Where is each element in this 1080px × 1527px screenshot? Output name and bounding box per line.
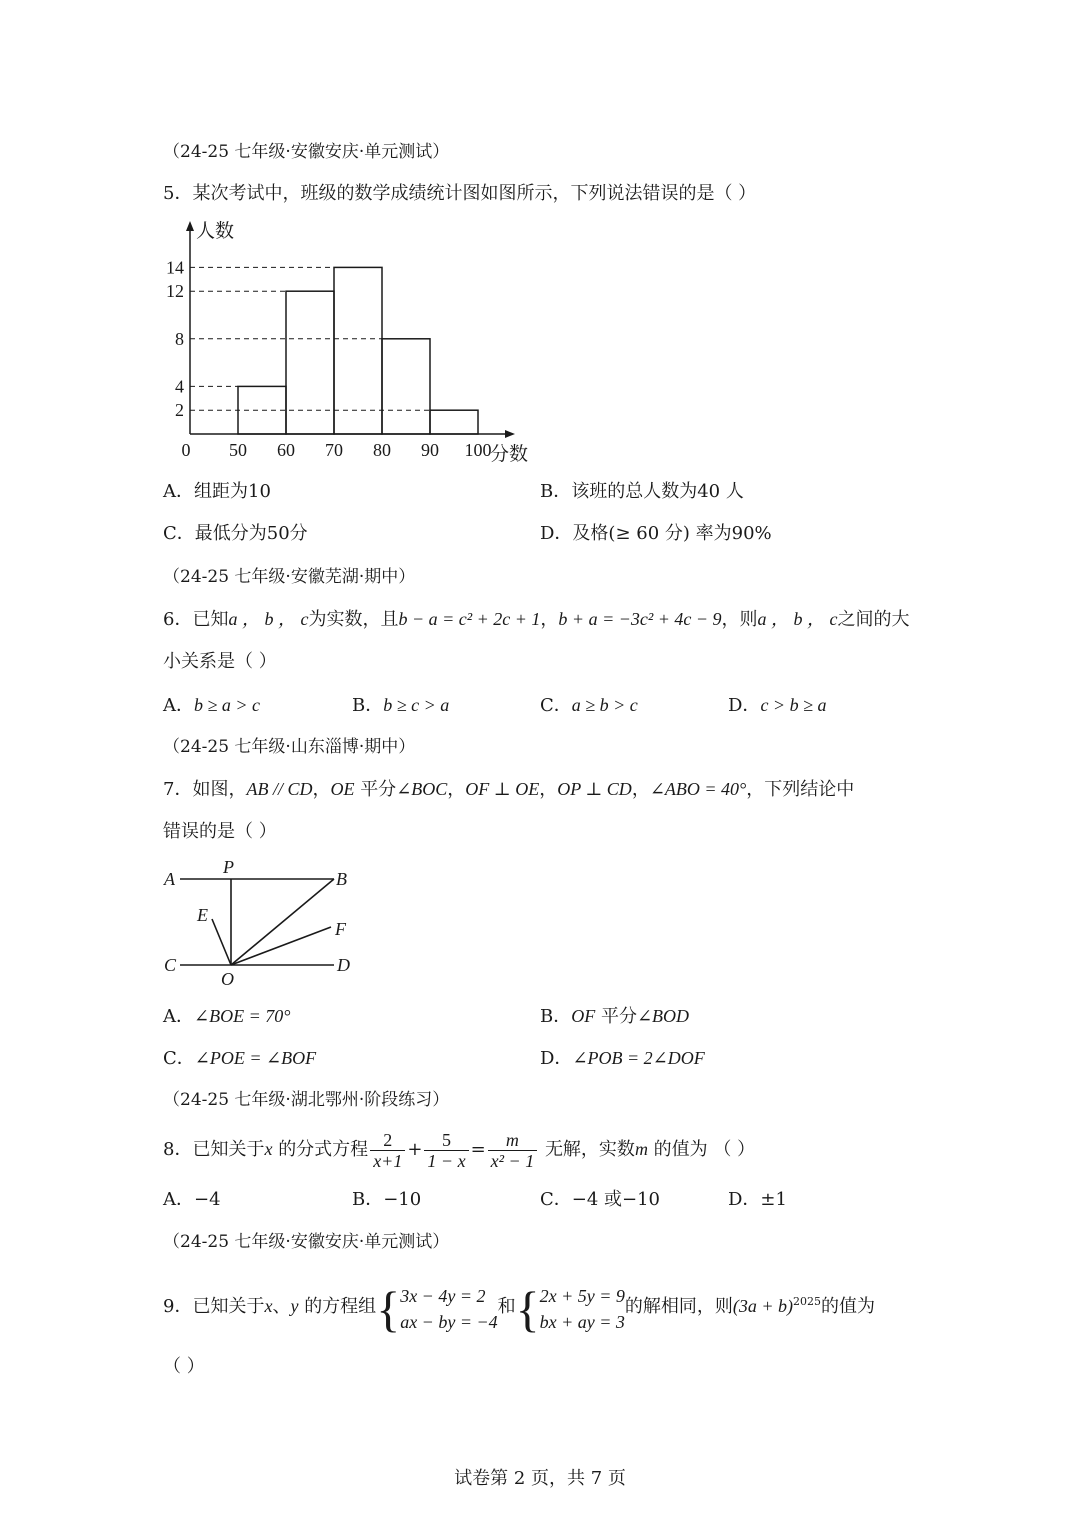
equation-system-2: { 2x + 5y = 9 bx + ay = 3 [515,1280,625,1337]
histogram-chart [160,215,540,470]
histogram-bar [430,410,478,434]
q6-stem-part: 之间的大 [837,609,910,630]
point-label-o: O [221,969,234,989]
q5-option-a: A．组距为10 [163,481,271,502]
x-tick-label: 80 [373,440,391,460]
q6-option-b: B．b ≥ c > a [352,695,450,716]
histogram-bar [382,339,430,434]
q5-option-d: D．及格(≥ 60 分) 率为90% [540,523,772,544]
y-tick-label: 4 [175,376,184,397]
geometry-figure [160,855,360,990]
point-label-e: E [197,905,208,925]
page-footer: 试卷第 2 页，共 7 页 [454,1468,626,1489]
q7-option-c: C．∠POE = ∠BOF [163,1048,317,1069]
point-label-f: F [335,919,346,939]
question-9-stem: 9．已知关于x、y 的方程组{ 3x − 4y = 2 ax − by = −4 和{ 2x + 5y = 9 bx + ay = 3 的解相同，则$(3a + b)^{2025}$的值为 [163,1272,875,1337]
x-axis-label: 分数 [490,444,529,465]
q6-option-a: A．b ≥ a > c [163,695,261,716]
x-tick-label: 70 [325,440,343,460]
q8-option-d: D．±1 [728,1189,787,1210]
q7-option-a: A．∠BOE = 70° [163,1006,291,1027]
q6-stem-part: ，则 [721,609,758,630]
q8-option-a: A．−4 [163,1189,221,1210]
fraction: $\frac{2}{x+1}$ [370,1130,405,1171]
q7-option-d: D．∠POB = 2∠DOF [540,1048,705,1069]
point-label-c: C [164,955,177,975]
q5-option-b: B．该班的总人数为40 人 [540,481,744,502]
x-tick-label: 90 [421,440,439,460]
point-label-p: P [223,857,234,877]
question-8-stem: 8．已知关于x 的分式方程 $\frac{2}{x+1}$ + $\frac{5}{1 - x}$ = $\frac{m}{\text{x² − 1}}$ 无解，实数m 的值为 （ ） [163,1129,756,1171]
y-tick-label: 8 [175,328,184,349]
segment-oe [212,919,231,965]
q8-option-c: C．−4 或−10 [540,1189,661,1210]
source-label: （24-25 七年级·安徽安庆·单元测试） [163,1232,450,1252]
histogram-bar [286,291,334,434]
y-axis-label: 人数 [196,221,235,242]
y-tick-label: 2 [175,400,184,421]
q5-option-c: C．最低分为50分 [163,523,308,544]
question-5-stem: 5．某次考试中，班级的数学成绩统计图如图所示，下列说法错误的是（ ） [163,183,757,204]
source-label: （24-25 七年级·湖北鄂州·阶段练习） [163,1090,450,1110]
x-axis-arrow [505,430,515,438]
question-6-stem: 6．已知a ， b ， c为实数，且b − a = c² + 2c + 1，b + a = −3c² + 4c − 9，则a ， b ， c之间的大 [163,609,910,630]
question-7-stem-cont: 错误的是（ ） [163,821,277,842]
ray-of [231,927,331,965]
source-label: （24-25 七年级·山东淄博·期中） [163,737,416,757]
point-label-a: A [164,869,175,889]
source-label: （24-25 七年级·安徽芜湖·期中） [163,567,416,587]
x-tick-label: 100 [464,440,492,460]
x-tick-label: 60 [277,440,295,460]
y-tick-label: 14 [166,257,184,278]
point-label-b: B [336,869,347,889]
q6-stem-part: 为实数，且 [308,609,399,630]
histogram-bar [334,267,382,434]
q6-option-c: C．a ≥ b > c [540,695,638,716]
source-label: （24-25 七年级·安徽安庆·单元测试） [163,142,450,162]
question-7-stem: 7．如图，AB // CD，OE 平分∠BOC，OF ⊥ OE，OP ⊥ CD，∠ABO = 40°，下列结论中 [163,779,855,800]
q8-option-b: B．−10 [352,1189,422,1210]
fraction: $\frac{m}{\text{x² − 1}}$ [488,1130,538,1171]
y-tick-label: 12 [166,281,184,302]
q6-equation-1: b − a = c² + 2c + 1 [398,609,541,629]
point-label-d: D [337,955,350,975]
x-tick-label: 0 [181,440,191,460]
q6-vars: a ， b ， c [757,609,838,629]
x-tick-label: 50 [229,440,247,460]
y-axis-arrow [186,221,194,231]
q6-stem-part: 6．已知 [163,609,229,630]
segment-ob [231,879,334,965]
question-6-stem-cont: 小关系是（ ） [163,651,277,672]
q6-vars: a ， b ， c [228,609,309,629]
q6-equation-2: b + a = −3c² + 4c − 9 [558,609,722,629]
equation-system-1: { 3x − 4y = 2 ax − by = −4 [376,1280,498,1337]
fraction: $\frac{5}{1 - x}$ [424,1130,468,1171]
q7-option-b: B．OF 平分∠BOD [540,1006,690,1027]
q6-option-d: D．c > b ≥ a [728,695,827,716]
question-9-answer-paren: （ ） [163,1356,205,1377]
